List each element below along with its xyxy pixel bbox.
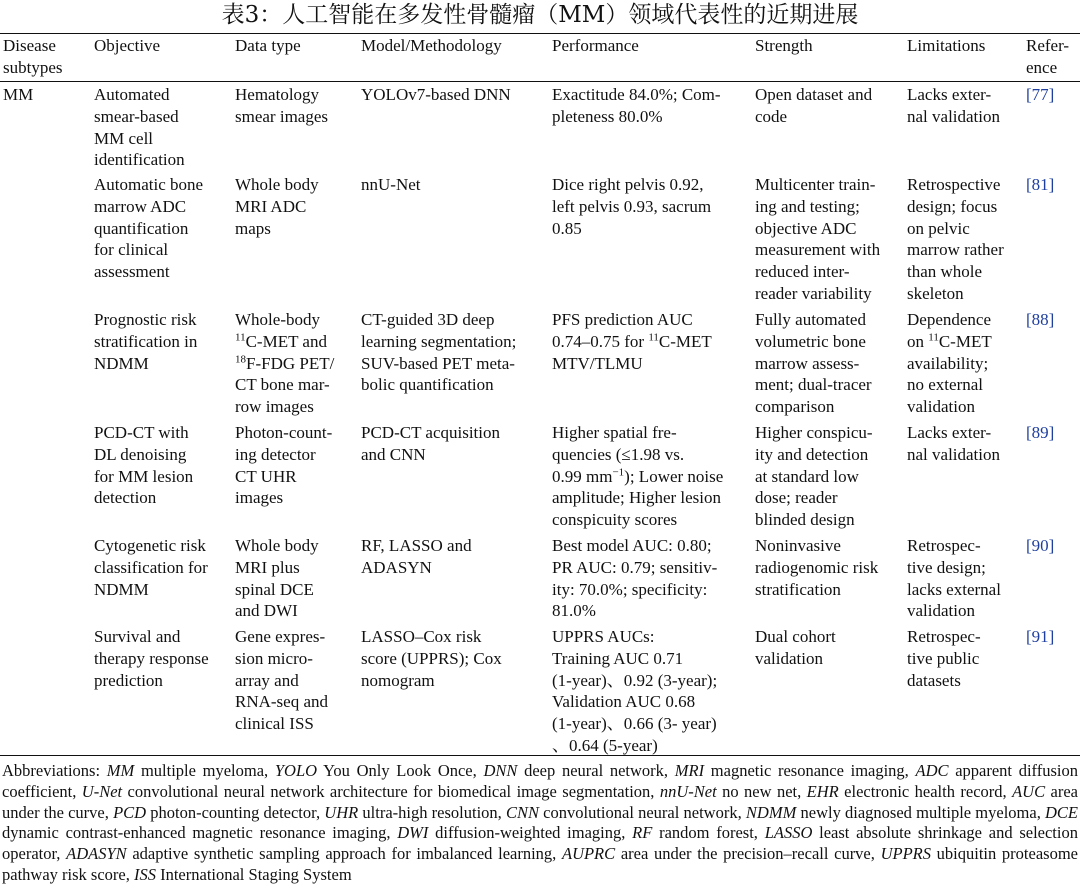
row1-model: YOLOv7-based DNN	[361, 85, 511, 104]
row5-performance: Best model AUC: 0.80; PR AUC: 0.79; sensitiv- ity: 70.0%; specificity: 81.0%	[552, 536, 718, 621]
abbreviation-definition: random forest,	[652, 823, 765, 843]
row3-objective: Prognostic risk stratification in NDMM	[94, 310, 198, 373]
row2-reference-link[interactable]: [81]	[1026, 175, 1055, 194]
row4-reference-link[interactable]: [89]	[1026, 423, 1055, 442]
row3-reference-link[interactable]: [88]	[1026, 310, 1055, 329]
row4-model: PCD-CT acquisition and CNN	[361, 423, 500, 464]
header-data-type: Data type	[235, 36, 301, 55]
row5-objective: Cytogenetic risk classification for NDMM	[94, 536, 208, 599]
row4-strength: Higher conspicu- ity and detection at standard low dose; reader blinded design	[755, 423, 873, 530]
row2-performance: Dice right pelvis 0.92, left pelvis 0.93, sacrum 0.85	[552, 175, 712, 238]
abbreviation-definition: deep neural network,	[517, 761, 675, 780]
abbreviation-term: YOLO	[274, 761, 318, 780]
abbreviation-definition: no new net,	[716, 781, 807, 801]
row3-data-type: Whole-body $^{11}$C-MET and $^{18}$F-FDG PET/ CT bone mar- row images	[235, 310, 335, 417]
row1-performance: Exactitude 84.0%; Com- pleteness 80.0%	[552, 85, 721, 126]
header-strength: Strength	[755, 36, 813, 55]
row5-strength: Noninvasive radiogenomic risk stratification	[755, 536, 879, 599]
row4-limitations: Lacks exter- nal validation	[907, 423, 1001, 464]
abbreviation-definition: convolutional neural network,	[539, 802, 746, 822]
subtype-cell: MM	[3, 85, 34, 104]
row5-reference-link[interactable]: [90]	[1026, 536, 1055, 555]
row3-model: CT-guided 3D deep learning segmentation; SUV-based PET meta- bolic quantification	[361, 310, 517, 395]
row6-limitations: Retrospec- tive public datasets	[907, 627, 981, 690]
abbreviation-definition: area under the precision–recall curve,	[615, 844, 881, 864]
abbreviation-definition: You Only Look Once,	[317, 761, 484, 780]
header-reference: Refer- ence	[1026, 36, 1070, 77]
header-model: Model/Methodology	[361, 36, 502, 55]
row6-model: LASSO–Cox risk score (UPPRS); Cox nomogram	[361, 627, 502, 690]
abbreviation-term: DWI	[397, 823, 429, 843]
abbreviation-definition: International Staging System	[155, 864, 352, 884]
abbreviation-term: DNN	[483, 761, 518, 780]
abbreviation-definition: dynamic contrast-enhanced magnetic resonance imaging,	[2, 823, 398, 843]
abbreviation-term: ADC	[915, 761, 949, 780]
abbreviation-definition: least absolute shrinkage and selection operator,	[2, 823, 1078, 864]
header-limitations: Limitations	[907, 36, 986, 55]
table-title: 表3：人工智能在多发性骨髓瘤（MM）领域代表性的近期进展	[221, 2, 859, 28]
row6-performance: UPPRS AUCs: Training AUC 0.71 (1-year)、0.92 (3-year); Validation AUC 0.68 (1-year)、0.66 (3- year) 、0.64 (5-year)	[552, 627, 718, 755]
abbreviation-definition: multiple myeloma,	[134, 761, 275, 780]
abbreviation-definition: electronic health record,	[838, 781, 1013, 801]
row1-data-type: Hematology smear images	[235, 85, 328, 126]
abbreviations-lead: Abbreviations:	[2, 761, 107, 780]
abbreviation-term: nnU-Net	[659, 781, 717, 801]
abbreviation-definition: convolutional neural network architecture for biomedical image segmentation,	[122, 781, 660, 801]
abbreviation-term: U-Net	[81, 781, 123, 801]
abbreviation-definition: ultra-high resolution,	[358, 802, 506, 822]
row6-reference-link[interactable]: [91]	[1026, 627, 1055, 646]
row4-data-type: Photon-count- ing detector CT UHR images	[235, 423, 333, 508]
abbreviation-term: NDMM	[745, 802, 797, 822]
row4-objective: PCD-CT with DL denoising for MM lesion detection	[94, 423, 194, 508]
row1-objective: Automated smear-based MM cell identification	[94, 85, 185, 170]
abbreviation-term: LASSO	[764, 823, 813, 843]
abbreviation-term: UHR	[324, 802, 359, 822]
abbreviation-term: MM	[106, 761, 135, 780]
abbreviation-term: UPPRS	[880, 844, 931, 864]
header-objective: Objective	[94, 36, 161, 55]
row1-reference-link[interactable]: [77]	[1026, 85, 1055, 104]
row2-data-type: Whole body MRI ADC maps	[235, 175, 319, 238]
row3-strength: Fully automated volumetric bone marrow assess- ment; dual-tracer comparison	[755, 310, 872, 417]
row6-objective: Survival and therapy response prediction	[94, 627, 209, 690]
row2-strength: Multicenter train- ing and testing; objective ADC measurement with reduced inter- reader variability	[755, 175, 881, 303]
abbreviation-term: ADASYN	[66, 844, 127, 864]
abbreviation-term: AUPRC	[561, 844, 616, 864]
row4-performance: Higher spatial fre- quencies (≤1.98 vs. 0.99 $mm^{-1}$); Lower noise amplitude; Higher lesion conspicuity scores	[552, 423, 724, 530]
row3-performance: PFS prediction AUC 0.74–0.75 for $^{11}$C-MET MTV/TLMU	[552, 310, 712, 373]
row1-strength: Open dataset and code	[755, 85, 873, 126]
header-rule	[0, 81, 1080, 82]
row5-model: RF, LASSO and ADASYN	[361, 536, 472, 577]
row2-objective: Automatic bone marrow ADC quantification for clinical assessment	[94, 175, 204, 282]
abbreviation-term: RF	[632, 823, 653, 843]
abbreviation-definition: photon-counting detector,	[146, 802, 325, 822]
abbreviation-definition: newly diagnosed multiple myeloma,	[796, 802, 1046, 822]
bottom-rule	[0, 755, 1080, 756]
abbreviation-definition: adaptive synthetic sampling approach for imbalanced learning,	[126, 844, 562, 864]
abbreviation-definition: area under the curve,	[2, 781, 1078, 822]
row3-limitations: Dependence on $^{11}$C-MET availability; no external validation	[907, 310, 992, 417]
abbreviation-term: PCD	[113, 802, 147, 822]
top-rule	[0, 33, 1080, 34]
header-performance: Performance	[552, 36, 639, 55]
abbreviations-footnote	[2, 761, 1078, 886]
abbreviation-term: CNN	[505, 802, 539, 822]
row6-strength: Dual cohort validation	[755, 627, 836, 668]
abbreviation-term: MRI	[674, 761, 705, 780]
row2-limitations: Retrospective design; focus on pelvic marrow rather than whole skeleton	[907, 175, 1004, 303]
abbreviation-definition: apparent diffusion coefficient,	[2, 761, 1078, 801]
abbreviation-term: ISS	[133, 864, 156, 884]
row6-data-type: Gene expres- sion micro- array and RNA-seq and clinical ISS	[235, 627, 329, 734]
abbreviation-term: DCE	[1045, 802, 1079, 822]
row5-data-type: Whole body MRI plus spinal DCE and DWI	[235, 536, 319, 621]
row2-model: nnU-Net	[361, 175, 421, 194]
abbreviation-definition: diffusion-weighted imaging,	[428, 823, 633, 843]
abbreviation-definition: ubiquitin proteasome pathway risk score,	[2, 844, 1078, 884]
row1-limitations: Lacks exter- nal validation	[907, 85, 1001, 126]
abbreviation-term: EHR	[806, 781, 839, 801]
header-disease-subtypes: Disease subtypes	[3, 36, 63, 77]
abbreviation-definition: magnetic resonance imaging,	[704, 761, 916, 780]
row5-limitations: Retrospec- tive design; lacks external validation	[907, 536, 1001, 621]
abbreviation-term: AUC	[1012, 781, 1046, 801]
